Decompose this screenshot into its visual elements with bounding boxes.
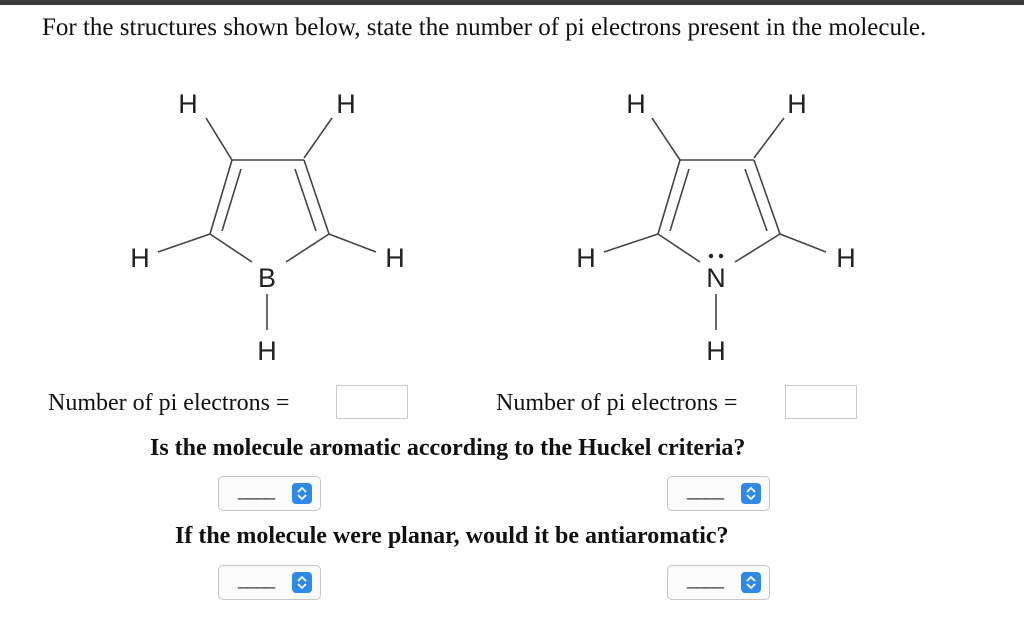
up-down-chevron-icon[interactable] [741, 572, 761, 593]
select-value: ____ [237, 569, 275, 589]
nitrogen-atom: N [706, 263, 726, 293]
select-value: ____ [686, 480, 724, 500]
hydrogen-atom: H [178, 89, 198, 119]
pi-electrons-label-left: Number of pi electrons = [48, 390, 290, 416]
question-text: For the structures shown below, state the number of pi electrons present in the molecule. [42, 14, 927, 41]
hydrogen-atom: H [836, 243, 856, 273]
pi-electrons-input-left[interactable] [336, 385, 408, 419]
hydrogen-atom: H [787, 89, 807, 119]
hydrogen-atom: H [336, 89, 356, 119]
hydrogen-atom: H [626, 89, 646, 119]
hydrogen-atom: H [130, 243, 150, 273]
hydrogen-atom: H [706, 336, 726, 366]
pi-electrons-label-right: Number of pi electrons = [496, 390, 738, 416]
select-value: ____ [686, 569, 724, 589]
hydrogen-atom: H [385, 243, 405, 273]
lone-pair-dot [709, 254, 713, 258]
up-down-chevron-icon[interactable] [292, 572, 312, 593]
pyrrole-bonds [604, 118, 826, 330]
select-value: ____ [237, 480, 275, 500]
antiaromatic-select-right[interactable] [667, 565, 770, 600]
up-down-chevron-icon[interactable] [741, 483, 761, 504]
antiaromatic-question: If the molecule were planar, would it be antiaromatic? [175, 523, 729, 549]
lone-pair-dot [719, 254, 723, 258]
aromatic-select-left[interactable] [218, 476, 321, 511]
antiaromatic-select-left[interactable] [218, 565, 321, 600]
boron-atom: B [257, 263, 277, 293]
hydrogen-atom: H [257, 336, 277, 366]
hydrogen-atom: H [576, 243, 596, 273]
pi-electrons-input-right[interactable] [785, 385, 857, 419]
up-down-chevron-icon[interactable] [292, 483, 312, 504]
aromatic-select-right[interactable] [667, 476, 770, 511]
aromatic-question: Is the molecule aromatic according to the Huckel criteria? [150, 435, 746, 461]
